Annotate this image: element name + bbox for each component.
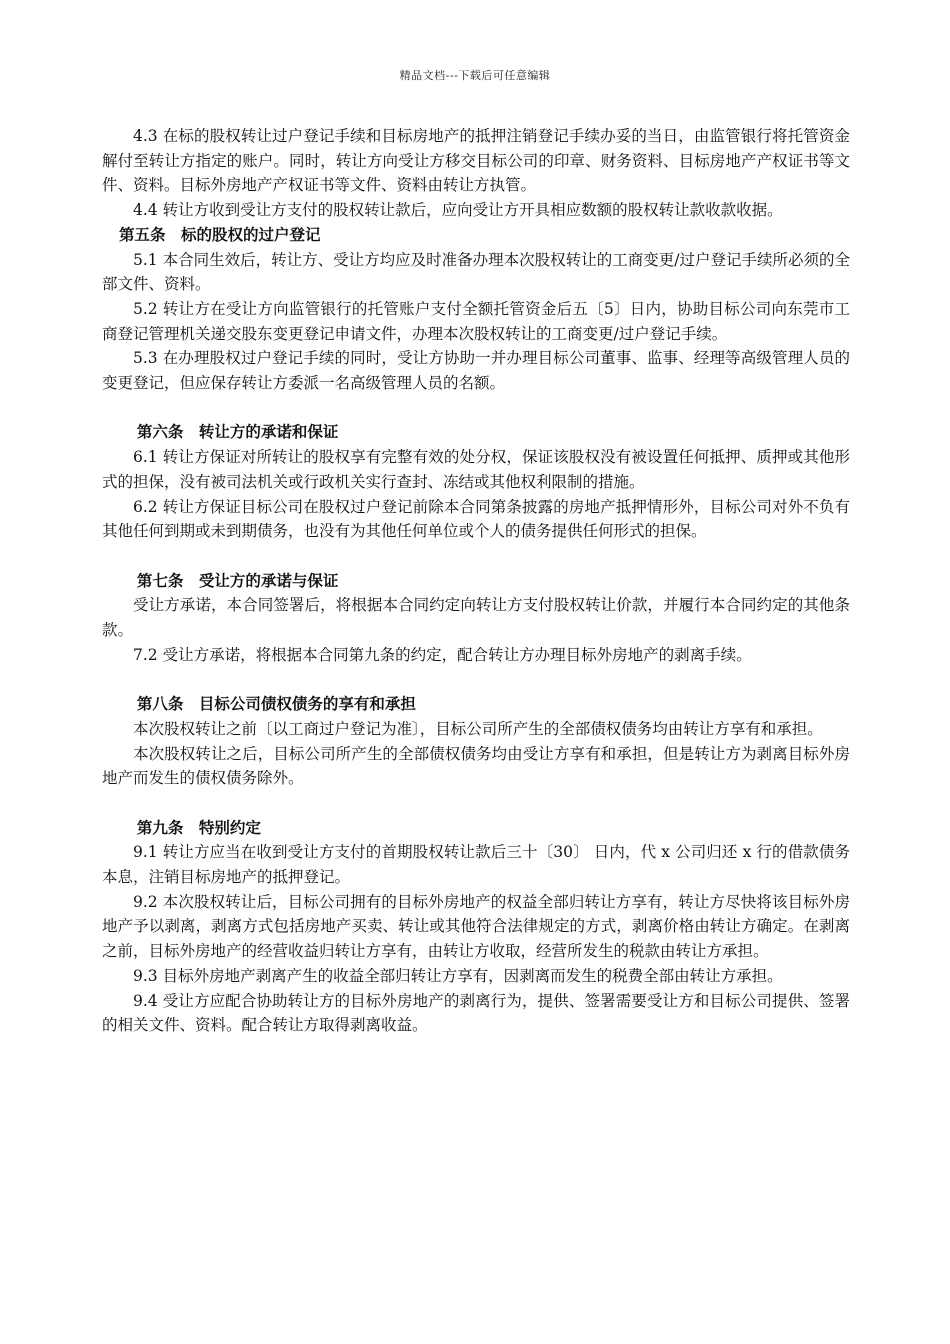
clause-paragraph: 7.2 受让方承诺，将根据本合同第九条的约定，配合转让方办理目标外房地产的剥离手续。: [133, 645, 752, 664]
paragraph-spacer: [102, 791, 850, 816]
section-heading: 第七条 受让方的承诺与保证: [136, 570, 339, 590]
page-header: 精品文档---下载后可任意编辑: [399, 69, 551, 82]
clause-paragraph: 9.1 转让方应当在收到受让方支付的首期股权转让款后三十〔30〕 日内，代 x 公司归还 x 行的借款债务本息，注销目标房地产的抵押登记。: [102, 843, 850, 887]
clause-paragraph: 4.4 转让方收到受让方支付的股权转让款后，应向受让方开具相应数额的股权转让款收款收据。: [133, 201, 783, 220]
clause-paragraph: 受让方承诺，本合同签署后，将根据本合同约定向转让方支付股权转让价款，并履行本合同约定的其他条款。: [102, 596, 850, 640]
paragraph-spacer: [102, 396, 850, 421]
clause-paragraph: 本次股权转让之前〔以工商过户登记为准〕，目标公司所产生的全部债权债务均由转让方享有和承担。: [133, 719, 823, 738]
clause-paragraph: 9.2 本次股权转让后，目标公司拥有的目标外房地产的权益全部归转让方享有，转让方尽快将该目标外房地产予以剥离，剥离方式包括房地产买卖、转让或其他符合法律规定的方式，剥离价格由转让方确定。在剥离之前，目标外房地产的经营收益归转让方享有，由转让方收取，经营所发生的税款由转让方承担。: [102, 892, 850, 961]
clause-paragraph: 9.3 目标外房地产剥离产生的收益全部归转让方享有，因剥离而发生的税费全部由转让方承担。: [133, 966, 783, 985]
section-heading: 第九条 特别约定: [136, 817, 261, 837]
clause-paragraph: 9.4 受让方应配合协助转让方的目标外房地产的剥离行为，提供、签署需要受让方和目标公司提供、签署的相关文件、资料。配合转让方取得剥离收益。: [102, 991, 850, 1035]
section-heading: 第六条 转让方的承诺和保证: [136, 422, 339, 442]
paragraph-spacer: [102, 544, 850, 569]
clause-paragraph: 5.2 转让方在受让方向监管银行的托管账户支付全额托管资金后五〔5〕日内，协助目标公司向东莞市工商登记管理机关递交股东变更登记申请文件，办理本次股权转让的工商变更/过户登记手续。: [102, 299, 850, 343]
section-heading: 第五条 标的股权的过户登记: [119, 224, 321, 244]
section-heading: 第八条 目标公司债权债务的享有和承担: [136, 694, 416, 714]
clause-paragraph: 4.3 在标的股权转让过户登记手续和目标房地产的抵押注销登记手续办妥的当日，由监管银行将托管资金解付至转让方指定的账户。同时，转让方向受让方移交目标公司的印章、财务资料、目标房地产产权证书等文件、资料。目标外房地产产权证书等文件、资料由转让方执管。: [102, 127, 850, 195]
clause-paragraph: 6.2 转让方保证目标公司在股权过户登记前除本合同第条披露的房地产抵押情形外，目标公司对外不负有其他任何到期或未到期债务，也没有为其他任何单位或个人的债务提供任何形式的担保。: [102, 497, 850, 541]
clause-paragraph: 5.3 在办理股权过户登记手续的同时，受让方协助一并办理目标公司董事、监事、经理等高级管理人员的变更登记，但应保存转让方委派一名高级管理人员的名额。: [102, 349, 850, 393]
paragraph-spacer: [102, 667, 850, 692]
document-body: [102, 124, 850, 1038]
clause-paragraph: 本次股权转让之后，目标公司所产生的全部债权债务均由受让方享有和承担，但是转让方为剥离目标外房地产而发生的债权债务除外。: [102, 744, 850, 788]
clause-paragraph: 5.1 本合同生效后，转让方、受让方均应及时准备办理本次股权转让的工商变更/过户登记手续所必须的全部文件、资料。: [102, 250, 850, 294]
clause-paragraph: 6.1 转让方保证对所转让的股权享有完整有效的处分权，保证该股权没有被设置任何抵押、质押或其他形式的担保，没有被司法机关或行政机关实行查封、冻结或其他权利限制的措施。: [102, 448, 850, 491]
